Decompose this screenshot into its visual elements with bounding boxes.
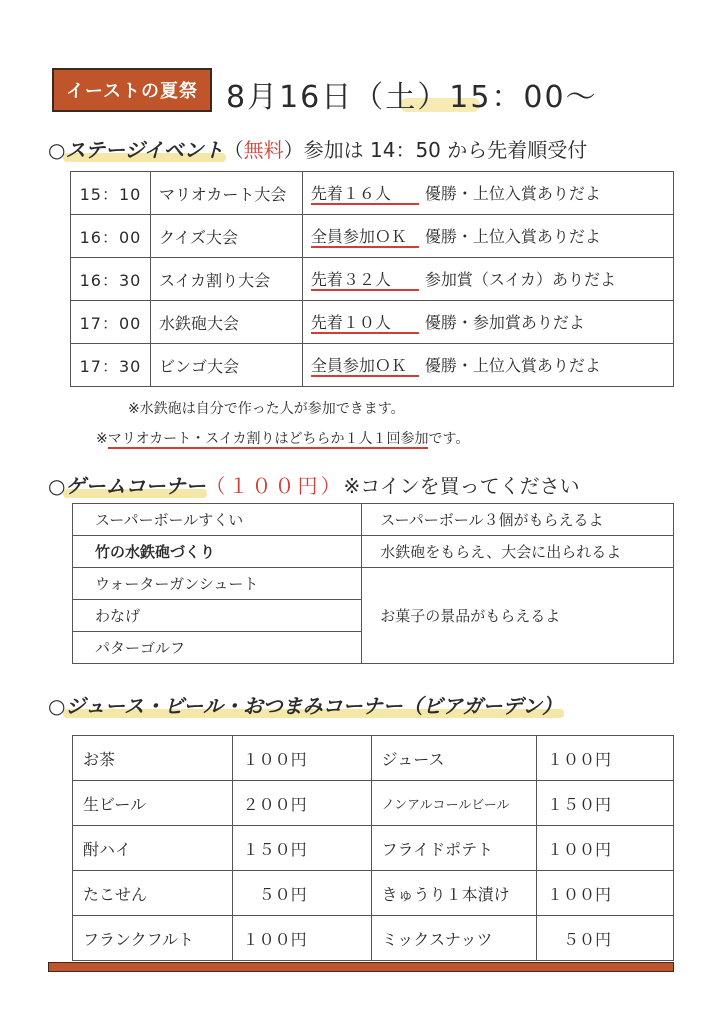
condition-cell	[302, 301, 673, 344]
game-heading: ゲームコーナー	[65, 470, 205, 499]
game-desc-cell: お菓子の景品がもらえるよ	[362, 568, 674, 664]
item-name-cell: ノンアルコールビール	[371, 781, 536, 826]
food-menu-table	[72, 735, 674, 961]
item-name-cell: 酎ハイ	[73, 826, 233, 871]
table-row	[73, 826, 674, 871]
game-price: （１００円）	[205, 474, 344, 498]
note-underlined: マリオカート・スイカ割りはどちらか１人１回参加	[107, 431, 429, 447]
circle-mark: ○	[48, 474, 66, 498]
item-price-cell: １００円	[536, 736, 673, 781]
time-cell: 15：10	[71, 172, 151, 215]
condition-cell	[302, 258, 673, 301]
item-price-cell: ５０円	[232, 871, 371, 916]
condition-cell	[302, 172, 673, 215]
item-name-cell: フランクフルト	[73, 916, 233, 961]
game-section-heading	[48, 470, 580, 499]
game-name-cell: パターゴルフ	[73, 632, 362, 664]
game-name-cell: わなげ	[73, 600, 362, 632]
title-badge: イーストの夏祭	[52, 68, 212, 112]
game-name-cell: スーパーボールすくい	[73, 504, 362, 536]
table-row	[73, 536, 674, 568]
prize-desc: 優勝・参加賞ありだよ	[424, 313, 585, 332]
event-cell: スイカ割り大会	[150, 258, 302, 301]
condition-tag: 全員参加ＯＫ	[311, 357, 419, 377]
event-cell: マリオカート大会	[150, 172, 302, 215]
table-row	[71, 301, 674, 344]
stage-subtext: 参加は 14：50 から先着順受付	[303, 138, 588, 162]
stage-section-heading	[48, 134, 587, 163]
time-cell: 16：30	[71, 258, 151, 301]
food-heading: ジュース・ビール・おつまみコーナー（ビアガーデン）	[65, 690, 562, 719]
paren-close: ）	[283, 138, 304, 162]
game-desc-cell: スーパーボール３個がもらえるよ	[362, 504, 674, 536]
game-subtext: ※コインを買ってください	[343, 474, 580, 498]
stage-heading: ステージイベント	[65, 134, 223, 163]
note-tail: です。	[428, 431, 470, 447]
event-cell: ビンゴ大会	[150, 344, 302, 387]
item-price-cell: １５０円	[232, 826, 371, 871]
item-price-cell: １５０円	[536, 781, 673, 826]
item-name-cell: ジュース	[371, 736, 536, 781]
event-date: 8月16日（土）15：00～	[226, 80, 598, 115]
note-participation	[96, 428, 469, 448]
item-price-cell: １００円	[232, 916, 371, 961]
food-section-heading	[48, 690, 562, 719]
note-mark: ※	[96, 431, 108, 447]
note-water-gun: ※水鉄砲は自分で作った人が参加できます。	[128, 401, 405, 417]
prize-desc: 優勝・上位入賞ありだよ	[424, 184, 601, 203]
prize-desc: 参加賞（スイカ）ありだよ	[424, 270, 617, 289]
paren-open: （	[223, 138, 244, 162]
condition-tag: 先着３２人	[311, 271, 419, 291]
event-cell: 水鉄砲大会	[150, 301, 302, 344]
circle-mark: ○	[48, 138, 66, 162]
table-row	[71, 215, 674, 258]
item-name-cell: きゅうり１本漬け	[371, 871, 536, 916]
item-name-cell: ミックスナッツ	[371, 916, 536, 961]
item-name-cell: フライドポテト	[371, 826, 536, 871]
condition-cell	[302, 215, 673, 258]
table-row	[71, 172, 674, 215]
condition-tag: 先着１６人	[311, 185, 419, 205]
item-price-cell: ２００円	[232, 781, 371, 826]
table-row	[73, 916, 674, 961]
item-price-cell: ５０円	[536, 916, 673, 961]
time-cell: 17：30	[71, 344, 151, 387]
game-name-cell: ウォーターガンシュート	[73, 568, 362, 600]
time-cell: 16：00	[71, 215, 151, 258]
free-label: 無料	[243, 138, 284, 162]
table-row	[73, 871, 674, 916]
condition-tag: 先着１０人	[311, 314, 419, 334]
bottom-decorative-bar	[48, 962, 674, 972]
condition-tag: 全員参加ＯＫ	[311, 228, 419, 248]
item-name-cell: 生ビール	[73, 781, 233, 826]
table-row	[73, 504, 674, 536]
prize-desc: 優勝・上位入賞ありだよ	[424, 356, 601, 375]
table-row	[73, 568, 674, 600]
time-cell: 17：00	[71, 301, 151, 344]
item-price-cell: １００円	[536, 826, 673, 871]
stage-schedule-table	[70, 171, 674, 387]
game-name-cell: 竹の水鉄砲づくり	[73, 536, 362, 568]
prize-desc: 優勝・上位入賞ありだよ	[424, 227, 601, 246]
item-price-cell: １００円	[536, 871, 673, 916]
game-corner-table	[72, 503, 674, 664]
item-name-cell: お茶	[73, 736, 233, 781]
table-row	[73, 781, 674, 826]
table-row	[71, 344, 674, 387]
event-cell: クイズ大会	[150, 215, 302, 258]
item-name-cell: たこせん	[73, 871, 233, 916]
game-desc-cell: 水鉄砲をもらえ、大会に出られるよ	[362, 536, 674, 568]
circle-mark: ○	[48, 694, 66, 718]
item-price-cell: １００円	[232, 736, 371, 781]
table-row	[71, 258, 674, 301]
condition-cell	[302, 344, 673, 387]
table-row	[73, 736, 674, 781]
